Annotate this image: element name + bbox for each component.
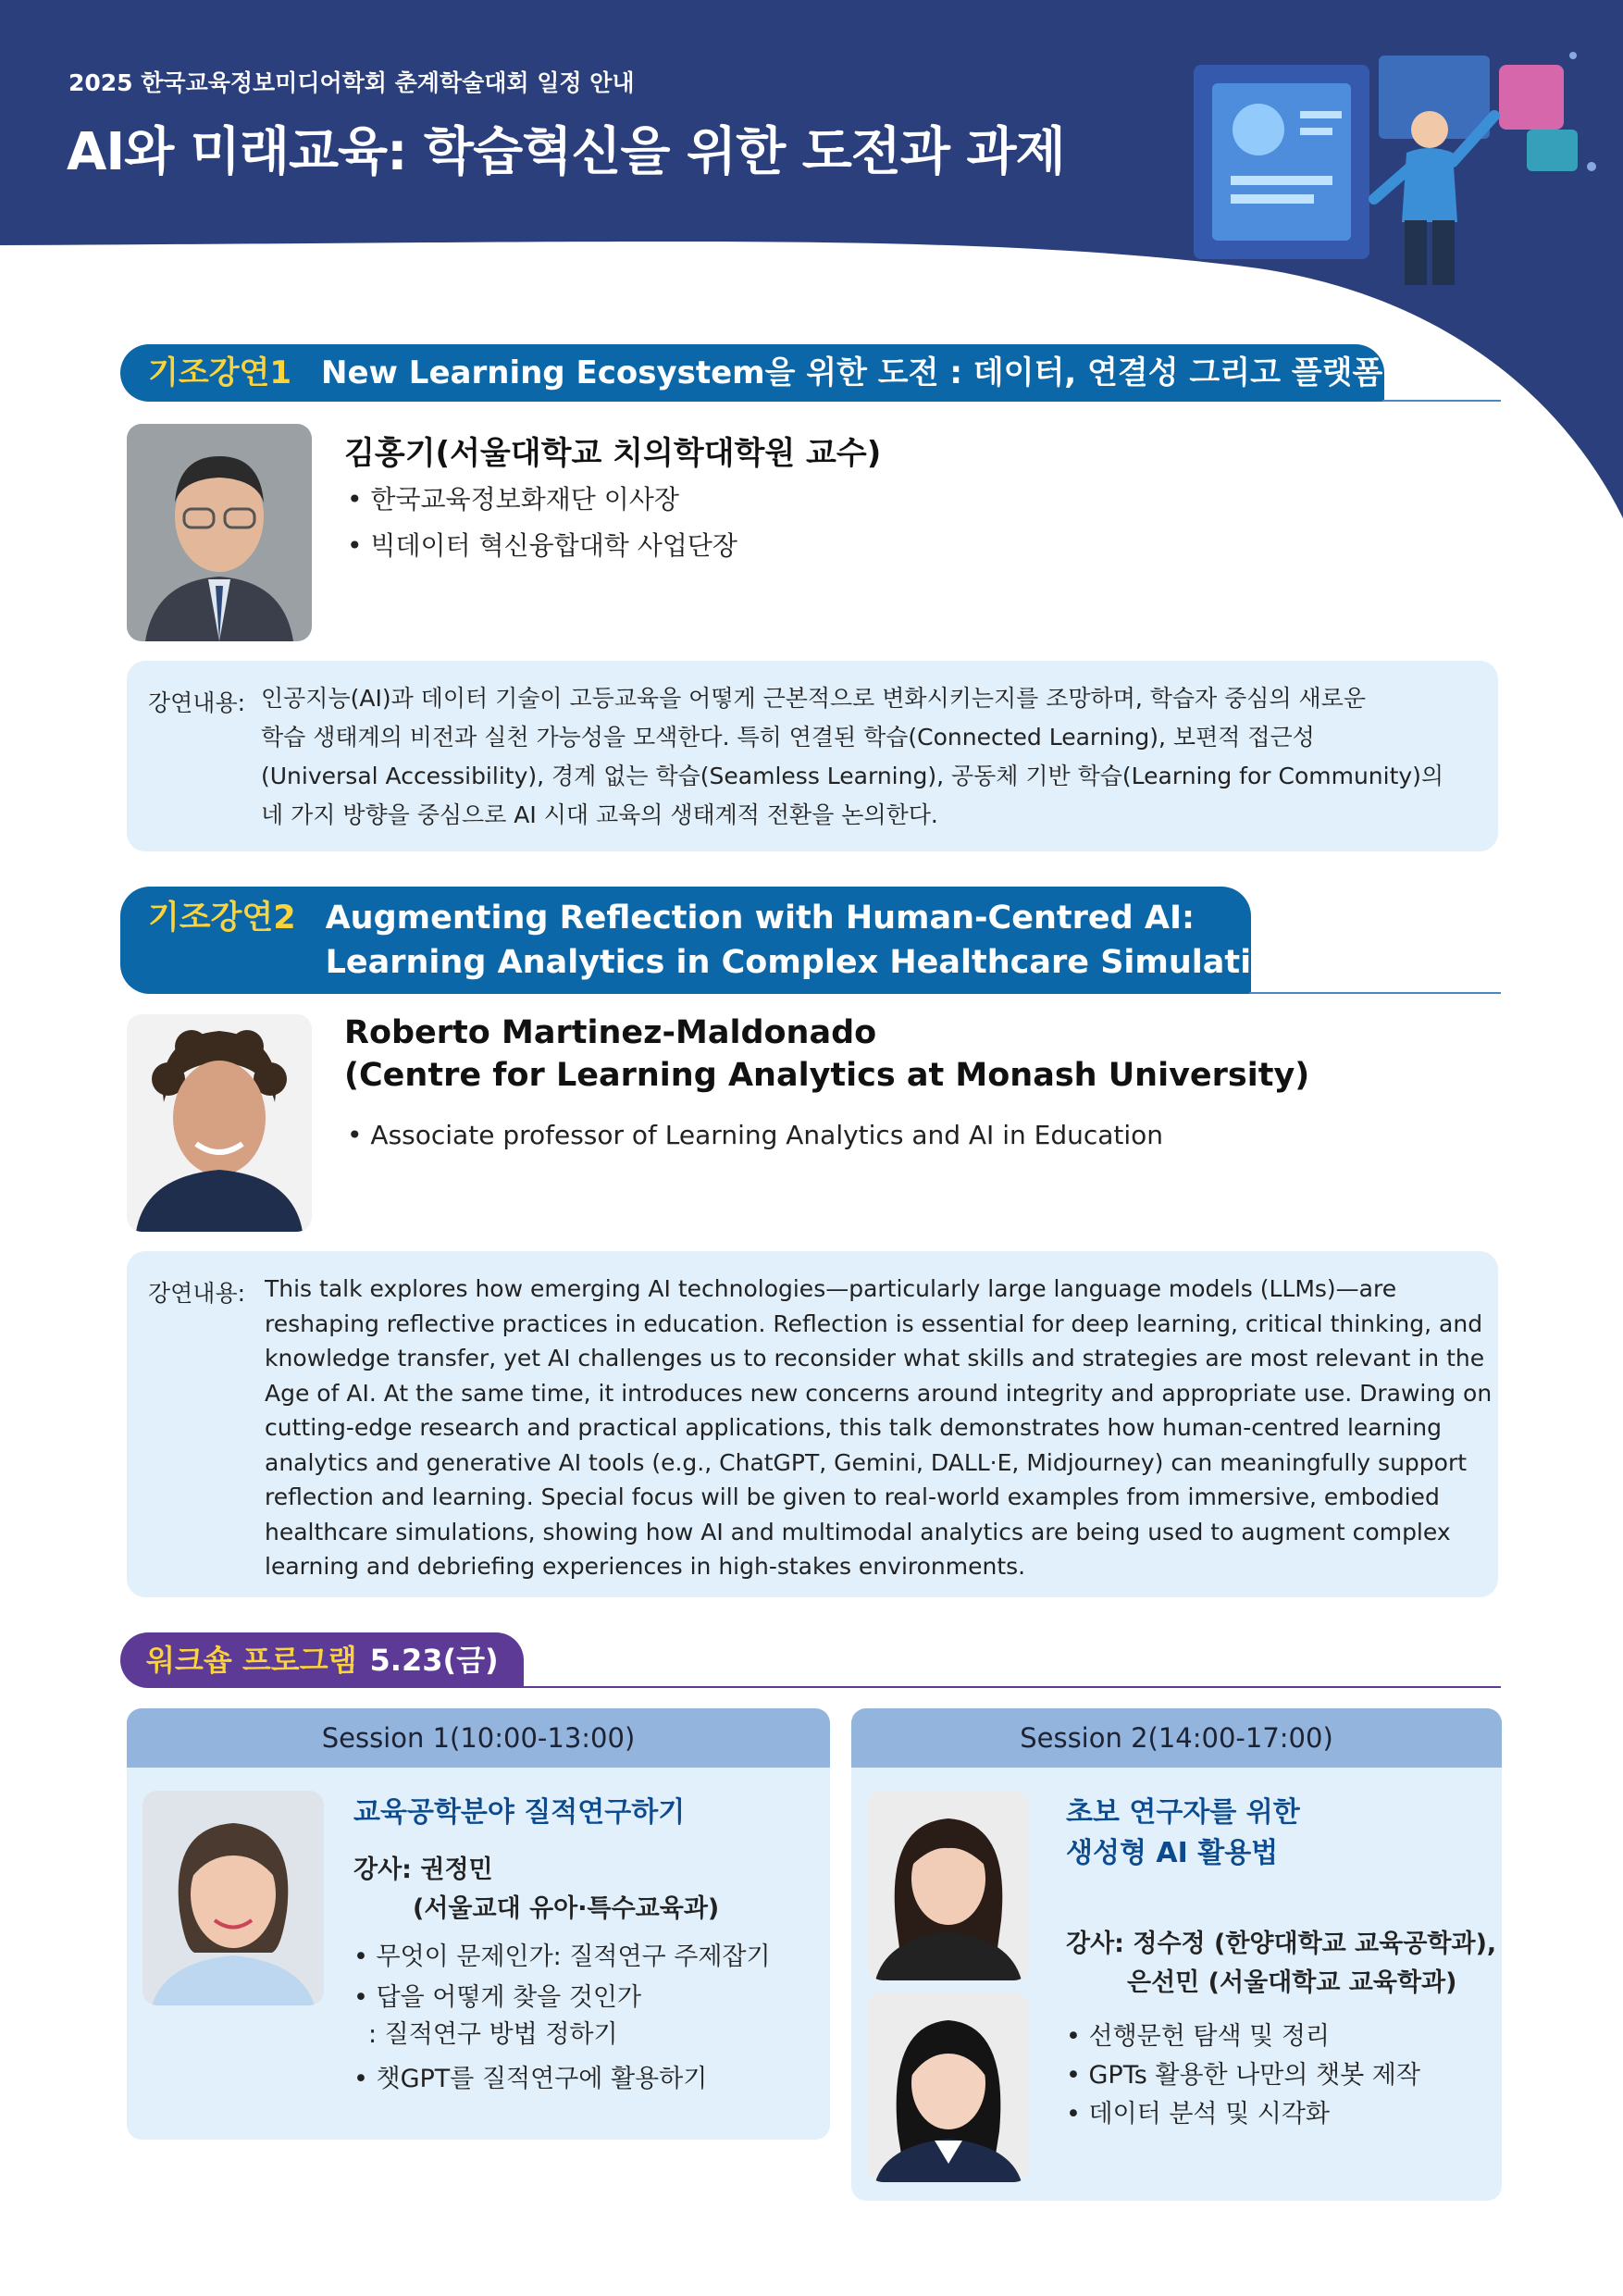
session2-title: 생성형 AI 활용법 [1066, 1837, 1279, 1869]
session2-instructor: 강사: 정수정 (한양대학교 교육공학과), [1066, 1930, 1497, 1958]
content-line: reshaping reflective practices in education. Reflection is essential for deep learning, critical thinking, and [265, 1309, 1483, 1337]
keynote1-tab [120, 344, 1384, 402]
content-line: This talk explores how emerging AI technologies—particularly large language models (LLMs)—are [265, 1275, 1397, 1302]
content-line: analytics and generative AI tools (e.g., ChatGPT, Gemini, DALL·E, Midjourney) can meaningfully support [265, 1448, 1468, 1476]
content-line: reflection and learning. Special focus will be given to real-world examples from immersive, embodied [265, 1483, 1440, 1510]
divider [1249, 992, 1501, 994]
keynote1-content [261, 681, 1492, 833]
content-label: 강연내용: [148, 1280, 246, 1307]
keynote1-bullet: • 빅데이터 혁신융합대학 사업단장 [347, 530, 737, 561]
keynote2-title-line2: Learning Analytics in Complex Healthcare Simulations [325, 944, 1316, 981]
speaker-photo-martinez [127, 1014, 312, 1232]
session2-header: Session 2(14:00-17:00) [851, 1708, 1502, 1768]
content-line: (Universal Accessibility), 경계 없는 학습(Seamless Learning), 공동체 기반 학습(Learning for Community)의 [261, 763, 1444, 789]
session1-header: Session 1(10:00-13:00) [127, 1708, 830, 1768]
content-line: healthcare simulations, showing how AI and multimodal analytics are being used to augment complex [265, 1518, 1451, 1545]
session1-item: : 질적연구 방법 정하기 [368, 2020, 618, 2049]
session1-instructor: 강사: 권정민 [353, 1855, 493, 1884]
content-line: Age of AI. At the same time, it introduces new concerns around integrity and appropriate use. Drawing on [265, 1379, 1493, 1407]
session1-item: • 챗GPT를 질적연구에 활용하기 [353, 2065, 708, 2093]
divider [522, 1686, 1501, 1688]
content-line: 인공지능(AI)과 데이터 기술이 고등교육을 어떻게 근본적으로 변화시키는지를 조망하며, 학습자 중심의 새로운 [261, 685, 1367, 712]
content-line: learning and debriefing experiences in high-stakes environments. [265, 1553, 1026, 1580]
event-subtitle: 2025 한국교육정보미디어학회 춘계학술대회 일정 안내 [68, 69, 635, 96]
speaker-photo-kim [127, 424, 312, 641]
workshop-tag: 워크숍 프로그램 [146, 1643, 357, 1678]
session2-instructor-2: 은선민 (서울대학교 교육학과) [1127, 1968, 1457, 1997]
session2-item: • 선행문헌 탐색 및 정리 [1066, 2022, 1330, 2051]
instructor-photo-jung [868, 1791, 1029, 1980]
keynote2-tag: 기조강연2 [148, 900, 296, 937]
instructor-photo-eun [868, 1992, 1029, 2182]
keynote2-bullet: • Associate professor of Learning Analytics and AI in Education [347, 1120, 1164, 1150]
session1-item: • 무엇이 문제인가: 질적연구 주제잡기 [353, 1942, 771, 1971]
session1-title: 교육공학분야 질적연구하기 [353, 1796, 686, 1829]
content-label: 강연내용: [148, 689, 246, 716]
workshop-date: 5.23(금) [369, 1643, 499, 1678]
keynote2-speaker-name: Roberto Martinez-Maldonado [344, 1014, 877, 1051]
instructor-photo-kwon [142, 1791, 324, 2005]
content-line: 네 가지 방향을 중심으로 AI 시대 교육의 생태계적 전환을 논의한다. [261, 801, 938, 828]
keynote2-content [265, 1272, 1493, 1584]
divider [1382, 400, 1501, 402]
session2-title: 초보 연구자를 위한 [1066, 1796, 1300, 1829]
session2-item: • GPTs 활용한 나만의 챗봇 제작 [1066, 2061, 1420, 2090]
session1-instructor-affiliation: (서울교대 유아·특수교육과) [413, 1894, 720, 1923]
keynote1-tag: 기조강연1 [148, 354, 292, 391]
workshop-tab [120, 1632, 524, 1688]
session1-item: • 답을 어떻게 찾을 것인가 [353, 1983, 642, 2012]
content-line: cutting-edge research and practical applications, this talk demonstrates how human-centred learning [265, 1414, 1442, 1441]
hero-illustration [1175, 28, 1610, 305]
keynote2-tab [120, 887, 1316, 994]
keynote2-title-line1: Augmenting Reflection with Human-Centred AI: [325, 900, 1195, 937]
page-title: AI와 미래교육: 학습혁신을 위한 도전과 과제 [67, 122, 1065, 182]
keynote1-speaker: 김홍기(서울대학교 치의학대학원 교수) [344, 435, 882, 472]
keynote2-speaker-affiliation: (Centre for Learning Analytics at Monash University) [344, 1057, 1310, 1094]
keynote1-title: New Learning Ecosystem을 위한 도전 : 데이터, 연결성 그리고 플랫폼 [321, 354, 1383, 391]
content-line: 학습 생태계의 비전과 실천 가능성을 모색한다. 특히 연결된 학습(Connected Learning), 보편적 접근성 [261, 724, 1315, 751]
session2-item: • 데이터 분석 및 시각화 [1066, 2100, 1330, 2128]
keynote1-bullet: • 한국교육정보화재단 이사장 [347, 484, 679, 515]
content-line: knowledge transfer, yet AI challenges us to reconsider what skills and strategies are most relevant in the [265, 1345, 1485, 1371]
